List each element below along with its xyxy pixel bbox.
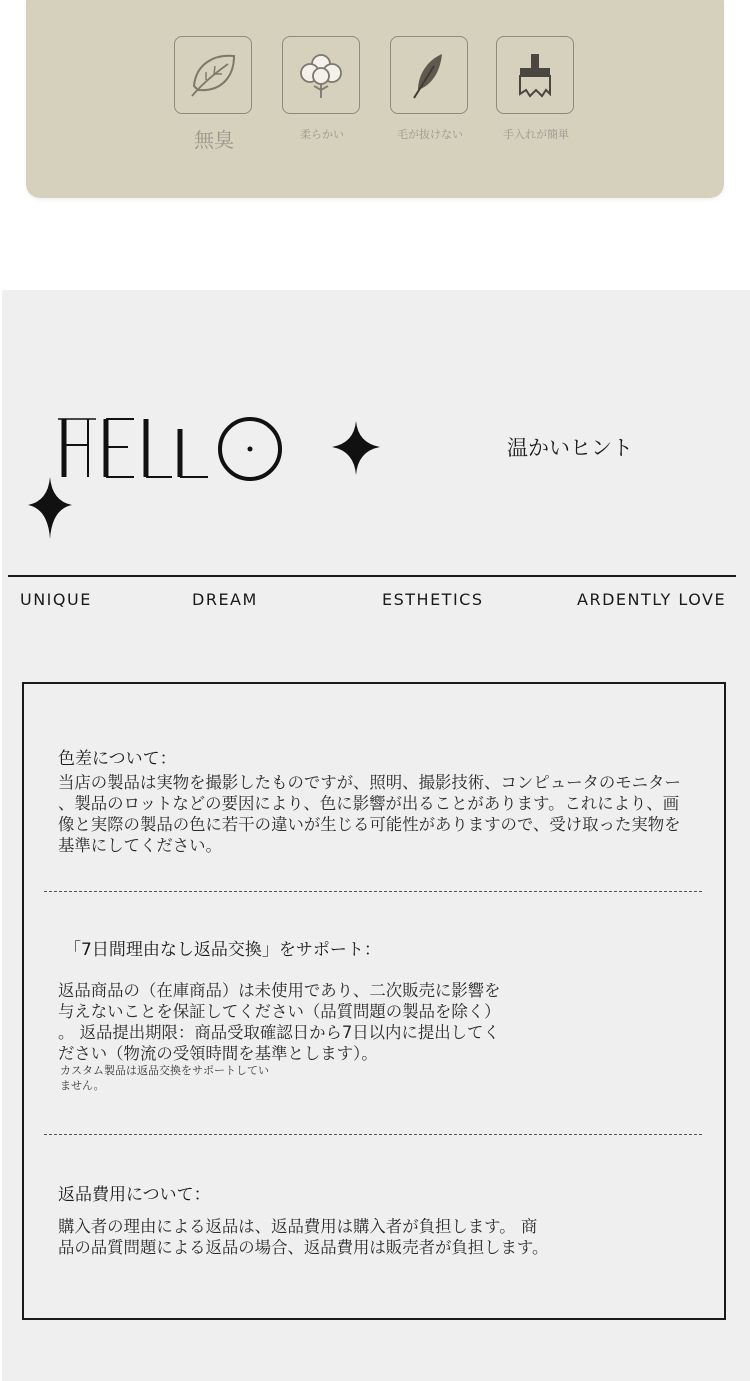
cotton-icon <box>282 36 360 114</box>
fees-section-body: 購入者の理由による返品は、返品費用は購入者が負担します。 商 品の品質問題による返品の場合、返品費用は販売者が負担します。 <box>58 1217 549 1257</box>
feature-odorless <box>174 36 254 153</box>
hello-logo <box>24 405 384 549</box>
returns-section-body: 返品商品の（在庫商品）は未使用であり、二次販売に影響を 与えないことを保証してください（品質問題の製品を除く） 。 返品提出期限：商品受取確認日から7日以内に提出してく ださい（物流の受領時間を基準とします）。 <box>58 981 501 1063</box>
keyword-ardently-love: ARDENTLY LOVE <box>577 590 727 609</box>
returns-section-title: 「7日間理由なし返品交換」をサポート： <box>64 940 381 960</box>
feature-label: 無臭 <box>194 128 234 152</box>
feature-easy-care <box>496 36 576 142</box>
feature-no-shedding <box>390 36 470 142</box>
feature-label: 毛が抜けない <box>397 128 463 141</box>
brush-icon <box>496 36 574 114</box>
feature-label: 手入れが簡単 <box>503 128 569 141</box>
leaf-icon <box>174 36 252 114</box>
keyword-unique: UNIQUE <box>20 590 92 609</box>
hint-title: 温かいヒント <box>507 436 633 460</box>
feature-card <box>26 0 724 198</box>
divider-rule <box>8 575 736 577</box>
fees-section-title: 返品費用について： <box>58 1185 211 1205</box>
section-divider <box>44 891 702 892</box>
feature-soft <box>282 36 362 142</box>
returns-section-note: カスタム製品は返品交換をサポートしてい ません。 <box>60 1064 269 1092</box>
keyword-dream: DREAM <box>192 590 258 609</box>
keyword-esthetics: ESTHETICS <box>382 590 484 609</box>
color-section-title: 色差について： <box>58 749 177 769</box>
color-section-body: 当店の製品は実物を撮影したものですが、照明、撮影技術、コンピュータのモニター 、製品のロットなどの要因により、色に影響が出ることがあります。これにより、画 像と実際の製品の色に若干の違いが生じる可能性がありますので、受け取った実物を 基準にしてください。 <box>58 773 681 855</box>
feather-icon <box>390 36 468 114</box>
feature-label: 柔らかい <box>300 128 344 141</box>
section-divider <box>44 1134 702 1135</box>
